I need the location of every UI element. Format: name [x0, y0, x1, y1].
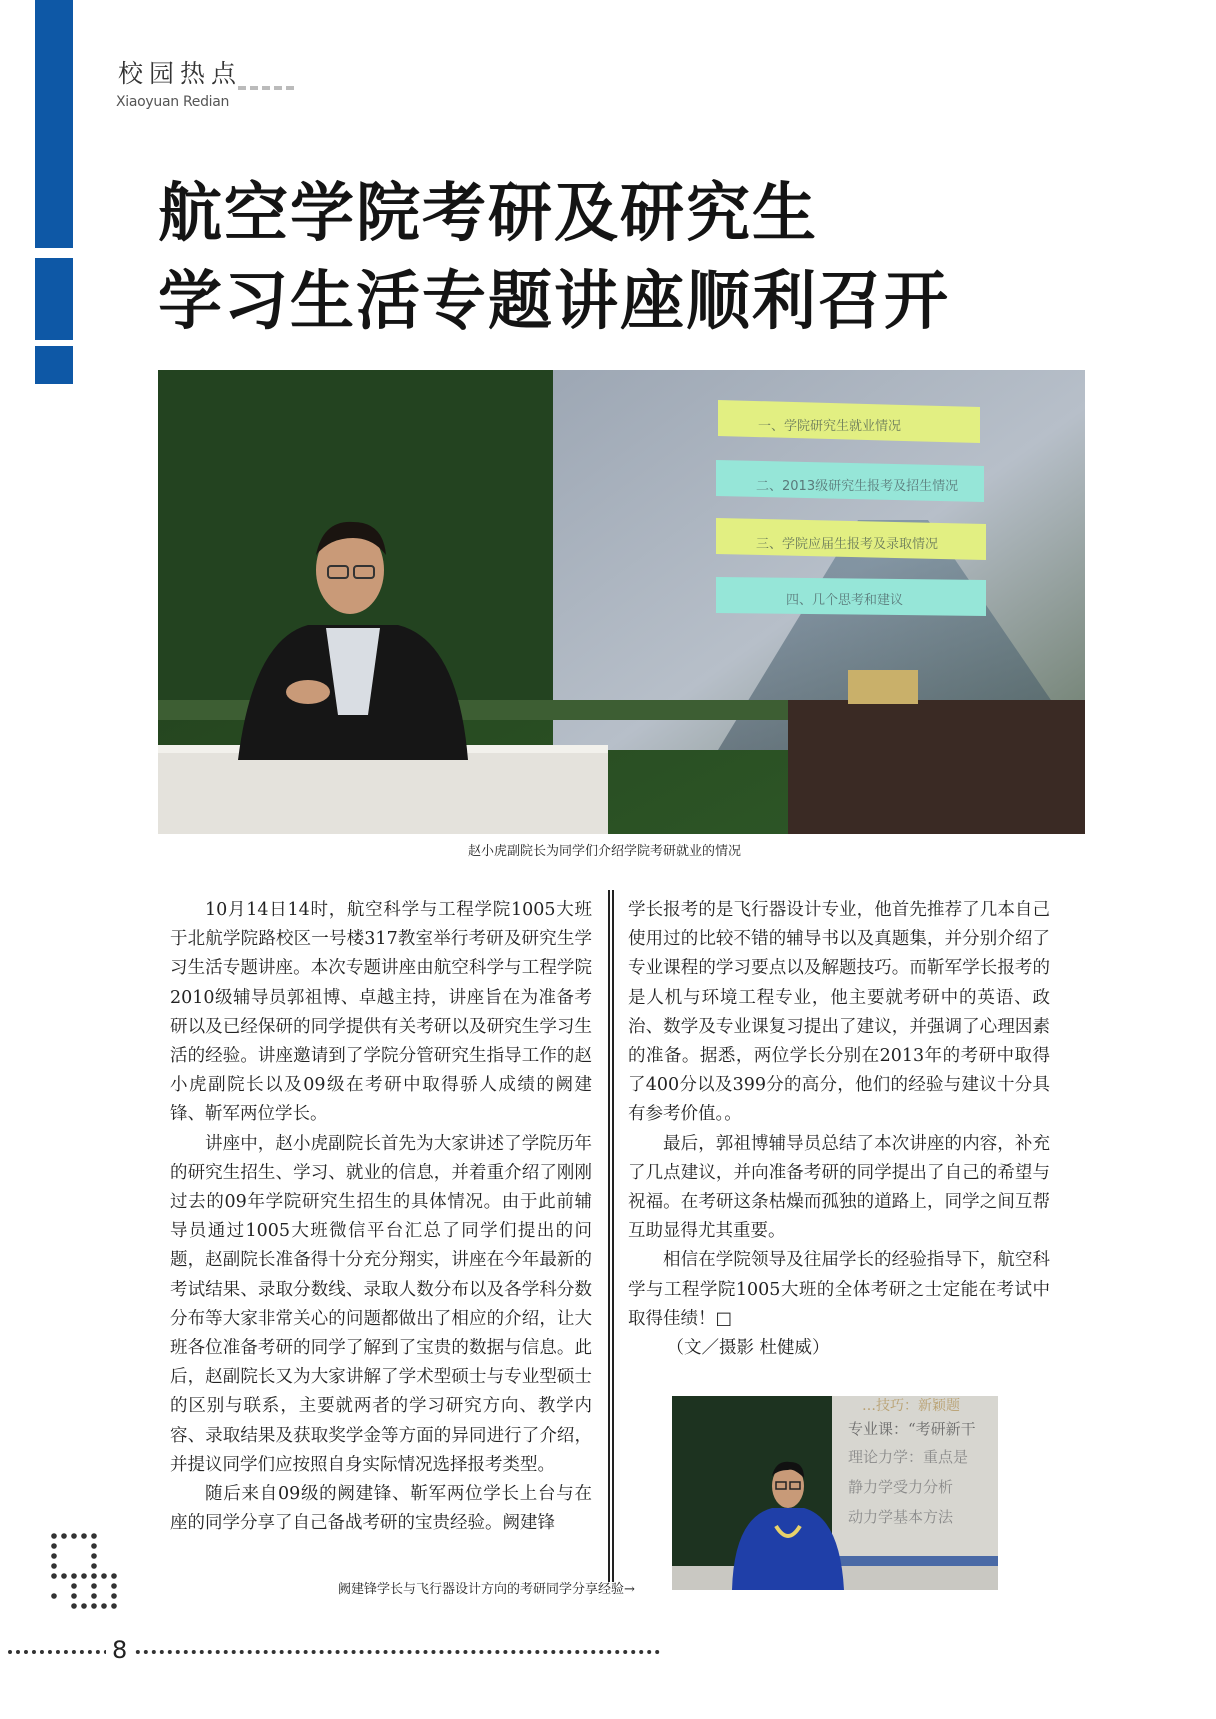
decor-blue-bar-mid	[35, 258, 73, 340]
main-photo-caption: 赵小虎副院长为同学们介绍学院考研就业的情况	[468, 844, 742, 859]
slide-item-2	[716, 460, 984, 502]
slide-item-1	[718, 400, 980, 443]
byline: （文／摄影 杜健威）	[666, 1338, 830, 1359]
secondary-photo-caption: 阙建锋学长与飞行器设计方向的考研同学分享经验→	[338, 1582, 635, 1597]
secondary-photo	[672, 1396, 998, 1590]
main-photo	[158, 370, 1085, 834]
paragraph: 相信在学院领导及往届学长的经验指导下，航空科学与工程学院1005大班的全体考研之士定能在考试中取得佳绩！□	[628, 1250, 1050, 1329]
article-column-right	[628, 896, 1050, 1363]
svg-text:一、学院研究生就业情况: 一、学院研究生就业情况	[758, 419, 902, 434]
article-title-line2: 学习生活专题讲座顺利召开	[158, 265, 950, 339]
section-title: 校园热点	[118, 59, 243, 88]
slide-item-4	[716, 577, 986, 616]
svg-text:动力学基本方法: 动力学基本方法	[848, 1508, 954, 1526]
slide-item-3	[716, 518, 986, 560]
decor-dot-square-icon	[50, 1532, 120, 1612]
svg-text:理论力学：重点是: 理论力学：重点是	[848, 1448, 969, 1466]
svg-text:三、学院应届生报考及录取情况: 三、学院应届生报考及录取情况	[756, 537, 939, 552]
paragraph: 随后来自09级的阙建锋、靳军两位学长上台与在座的同学分享了自己备战考研的宝贵经验。阙建锋	[170, 1484, 592, 1534]
page-number: 8	[106, 1636, 133, 1664]
svg-text:静力学受力分析: 静力学受力分析	[848, 1478, 954, 1496]
svg-text:…技巧：新颖题: …技巧：新颖题	[862, 1398, 960, 1414]
paragraph: 最后，郭祖博辅导员总结了本次讲座的内容，补充了几点建议，并向准备考研的同学提出了自己的希望与祝福。在考研这条枯燥而孤独的道路上，同学之间互帮互助显得尤其重要。	[628, 1133, 1050, 1242]
column-divider	[608, 890, 614, 1582]
section-subtitle: Xiaoyuan Redian	[116, 94, 230, 110]
paragraph: 讲座中，赵小虎副院长首先为大家讲述了学院历年的研究生招生、学习、就业的信息，并着重介绍了刚刚过去的09年学院研究生招生的具体情况。由于此前辅导员通过1005大班微信平台汇总了同学们提出的问题，赵副院长准备得十分充分翔实，讲座在今年最新的考试结果、录取分数线、录取人数分布以及各学科分数分布等大家非常关心的问题都做出了相应的介绍，让大班各位准备考研的同学了解到了宝贵的数据与信息。此后，赵副院长又为大家讲解了学术型硕士与专业型硕士的区别与联系，主要就两者的学习研究方向、教学内容、录取结果及获取奖学金等方面的异同进行了介绍，并提议同学们应按照自身实际情况选择报考类型。	[170, 1133, 592, 1475]
svg-text:专业课：“考研新干: 专业课：“考研新干	[848, 1420, 976, 1438]
article-title-line1: 航空学院考研及研究生	[158, 177, 818, 251]
paragraph: 学长报考的是飞行器设计专业，他首先推荐了几本自己使用过的比较不错的辅导书以及真题集，并分别介绍了专业课程的学习要点以及解题技巧。而靳军学长报考的是人机与环境工程专业，他主要就考研中的英语、政治、数学及专业课复习提出了建议，并强调了心理因素的准备。据悉，两位学长分别在2013年的考研中取得了400分以及399分的高分，他们的经验与建议十分具有参考价值。。	[628, 900, 1050, 1125]
svg-text:四、几个思考和建议: 四、几个思考和建议	[786, 593, 904, 608]
article-column-left	[170, 896, 592, 1538]
paragraph: 10月14日14时，航空科学与工程学院1005大班于北航学院路校区一号楼317教室举行考研及研究生学习生活专题讲座。本次专题讲座由航空科学与工程学院2010级辅导员郭祖博、卓越主持，讲座旨在为准备考研以及已经保研的同学提供有关考研以及研究生学习生活的经验。讲座邀请到了学院分管研究生指导工作的赵小虎副院长以及09级在考研中取得骄人成绩的阙建锋、靳军两位学长。	[170, 900, 592, 1125]
section-dash-line	[238, 86, 294, 90]
decor-blue-bar-low	[35, 346, 73, 384]
decor-blue-bar-top	[35, 0, 73, 248]
svg-text:二、2013级研究生报考及招生情况: 二、2013级研究生报考及招生情况	[756, 479, 959, 494]
